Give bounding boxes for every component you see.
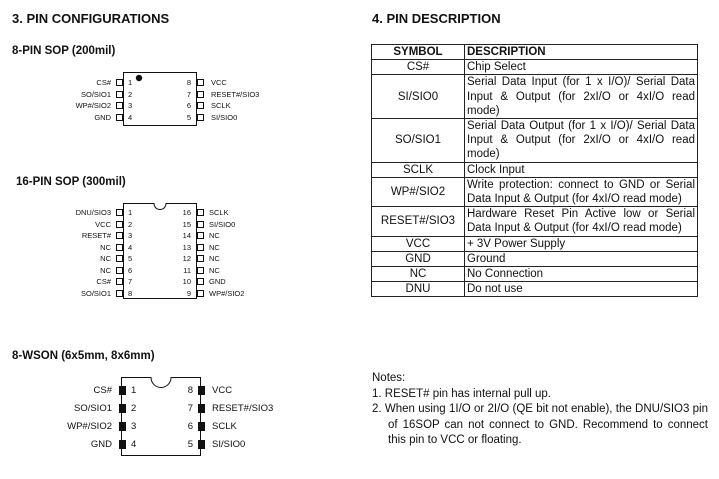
pin-number: 4	[128, 242, 133, 252]
pin-pad	[116, 79, 123, 86]
pin-pad	[119, 386, 126, 395]
pin-pad	[198, 386, 205, 395]
pin-name: SCLK	[211, 101, 231, 110]
note-1: 1. RESET# pin has internal pull up.	[372, 387, 551, 400]
pin-pad	[197, 221, 204, 228]
pin-name: SO/SIO1	[80, 288, 111, 298]
pin-number: 8	[186, 78, 191, 87]
symbol-cell: NC	[372, 267, 465, 282]
pin-desc-title: 4. PIN DESCRIPTION	[372, 11, 501, 26]
symbol-cell: GND	[372, 251, 465, 266]
pin-name: NC	[209, 254, 220, 263]
pin-pad	[197, 102, 204, 109]
symbol-cell: CS#	[372, 60, 465, 75]
pin-number: 16	[182, 208, 191, 217]
sop8-title: 8-PIN SOP (200mil)	[12, 45, 116, 57]
description-cell: No Connection	[465, 267, 698, 282]
note-2: 2. When using 1I/O or 2I/O (QE bit not enable), the DNU/SIO3 pin of 16SOP can not connect to GND. Recommend to connect this pin to VCC or floating.	[372, 403, 708, 446]
symbol-cell: RESET#/SIO3	[372, 207, 465, 236]
pin-number: 10	[182, 277, 191, 286]
pin-pad	[197, 290, 204, 297]
notes	[372, 371, 708, 449]
description-cell: Write protection: connect to GND or Serial Data Input & Output (for 4xI/O read mode)	[465, 177, 698, 206]
pin-pad	[198, 422, 205, 431]
pin-pad	[116, 221, 123, 228]
description-cell: + 3V Power Supply	[465, 236, 698, 251]
table-row	[372, 282, 698, 297]
pin-name: NC	[100, 242, 111, 252]
pin-name: SCLK	[209, 208, 229, 217]
pin-pad	[116, 278, 123, 285]
pin-number: 5	[187, 439, 193, 450]
table-body	[372, 60, 698, 297]
symbol-cell: WP#/SIO2	[372, 177, 465, 206]
pin-name: GND	[209, 277, 226, 286]
pin-number: 7	[186, 89, 191, 99]
table-row	[372, 119, 698, 163]
pin-number: 4	[131, 439, 137, 450]
pin1-dot-icon	[136, 75, 142, 81]
pin-pad	[116, 267, 123, 274]
table-row	[372, 162, 698, 177]
pin-number: 7	[187, 403, 193, 414]
pin-pad	[119, 404, 126, 413]
pin-number: 7	[128, 277, 133, 286]
pin-pad	[197, 209, 204, 216]
pin-number: 13	[182, 242, 191, 252]
table-row	[372, 207, 698, 236]
pin-name: WP#/SIO2	[209, 288, 245, 298]
pin-number: 9	[186, 288, 191, 298]
pin-number: 2	[131, 403, 137, 414]
description-cell: Ground	[465, 251, 698, 266]
symbol-header: SYMBOL	[372, 45, 465, 60]
pin-name: CS#	[96, 78, 111, 87]
pin-name: WP#/SIO2	[67, 421, 112, 432]
pin-pad	[116, 91, 123, 98]
pin-pad	[198, 440, 205, 449]
pin-pad	[197, 91, 204, 98]
pin-name: GND	[90, 439, 112, 450]
symbol-cell: VCC	[372, 236, 465, 251]
table-row	[372, 75, 698, 119]
pin-pad	[119, 422, 126, 431]
pin-number: 3	[128, 231, 133, 240]
pin-pad	[197, 244, 204, 251]
description-cell: Chip Select	[465, 60, 698, 75]
pin-name: WP#/SIO2	[75, 101, 111, 110]
symbol-cell: SI/SIO0	[372, 75, 465, 119]
pin-name: VCC	[212, 385, 233, 396]
pin-pad	[116, 209, 123, 216]
pin-pad	[197, 114, 204, 121]
pin-name: NC	[100, 254, 111, 263]
pin-pad	[119, 440, 126, 449]
pin-pad	[197, 267, 204, 274]
pin-number: 2	[128, 219, 133, 229]
description-cell: Serial Data Input (for 1 x I/O)/ Serial Data Input & Output (for 2xI/O or 4xI/O read mode)	[465, 75, 698, 119]
pin-name: GND	[94, 112, 111, 122]
description-cell: Serial Data Output (for 1 x I/O)/ Serial Data Input & Output (for 2xI/O or 4xI/O read mode)	[465, 119, 698, 163]
pin-number: 4	[128, 112, 133, 122]
pin-pad	[116, 255, 123, 262]
pin-name: SCLK	[212, 421, 237, 432]
symbol-cell: SO/SIO1	[372, 119, 465, 163]
symbol-cell: SCLK	[372, 162, 465, 177]
pin-number: 3	[131, 421, 137, 432]
pin-pad	[197, 232, 204, 239]
pin-name: NC	[100, 265, 111, 275]
description-cell: Do not use	[465, 282, 698, 297]
pin-pad	[116, 232, 123, 239]
pin-number: 8	[128, 288, 133, 298]
pin-pad	[197, 278, 204, 285]
pin-number: 6	[128, 265, 133, 275]
pin-number: 6	[186, 101, 191, 110]
pin-number: 12	[182, 254, 191, 263]
pin-number: 1	[128, 208, 133, 217]
pin-number: 6	[187, 421, 193, 432]
pin-number: 3	[128, 101, 133, 110]
sop16-title: 16-PIN SOP (300mil)	[16, 176, 126, 188]
pin-number: 2	[128, 89, 133, 99]
pin-name: RESET#/SIO3	[211, 89, 260, 99]
table-header-row	[372, 45, 698, 60]
pin-pad	[116, 244, 123, 251]
pin-pad	[116, 114, 123, 121]
pin-name: SI/SIO0	[209, 219, 236, 229]
pin-config-title: 3. PIN CONFIGURATIONS	[12, 11, 170, 26]
pin-name: CS#	[93, 385, 112, 396]
pin-pad	[197, 255, 204, 262]
pin-name: CS#	[96, 277, 111, 286]
pin-number: 1	[128, 78, 133, 87]
pin-description-table	[371, 44, 698, 297]
description-cell: Clock Input	[465, 162, 698, 177]
pin-name: NC	[209, 242, 220, 252]
table-row	[372, 267, 698, 282]
pin-number: 15	[182, 219, 191, 229]
pin-name: SI/SIO0	[212, 439, 246, 450]
pin-name: VCC	[95, 219, 111, 229]
pin-number: 14	[182, 231, 191, 240]
pin-name: VCC	[211, 78, 227, 87]
symbol-cell: DNU	[372, 282, 465, 297]
pin-name: NC	[209, 265, 220, 275]
pin-name: SO/SIO1	[73, 403, 112, 414]
pin-name: NC	[209, 231, 220, 240]
pin-pad	[197, 79, 204, 86]
pin-pad	[116, 290, 123, 297]
pin-name: SI/SIO0	[211, 112, 238, 122]
pin-number: 5	[128, 254, 133, 263]
table-row	[372, 177, 698, 206]
pin-pad	[116, 102, 123, 109]
pin-name: DNU/SIO3	[75, 208, 111, 217]
pin-number: 5	[186, 112, 191, 122]
description-cell: Hardware Reset Pin Active low or Serial Data Input & Output (for 4xI/O read mode)	[465, 207, 698, 236]
pin-number: 8	[187, 385, 193, 396]
pin-number: 11	[183, 265, 191, 275]
table-row	[372, 251, 698, 266]
pin-name: RESET#	[81, 231, 111, 240]
pin-pad	[198, 404, 205, 413]
description-header: DESCRIPTION	[465, 45, 698, 60]
table-row	[372, 236, 698, 251]
pin-number: 1	[131, 385, 137, 396]
table-row	[372, 60, 698, 75]
pin-name: SO/SIO1	[80, 89, 111, 99]
wson-title: 8-WSON (6x5mm, 8x6mm)	[12, 350, 155, 362]
notes-title: Notes:	[372, 372, 406, 384]
pin-name: RESET#/SIO3	[212, 403, 274, 414]
